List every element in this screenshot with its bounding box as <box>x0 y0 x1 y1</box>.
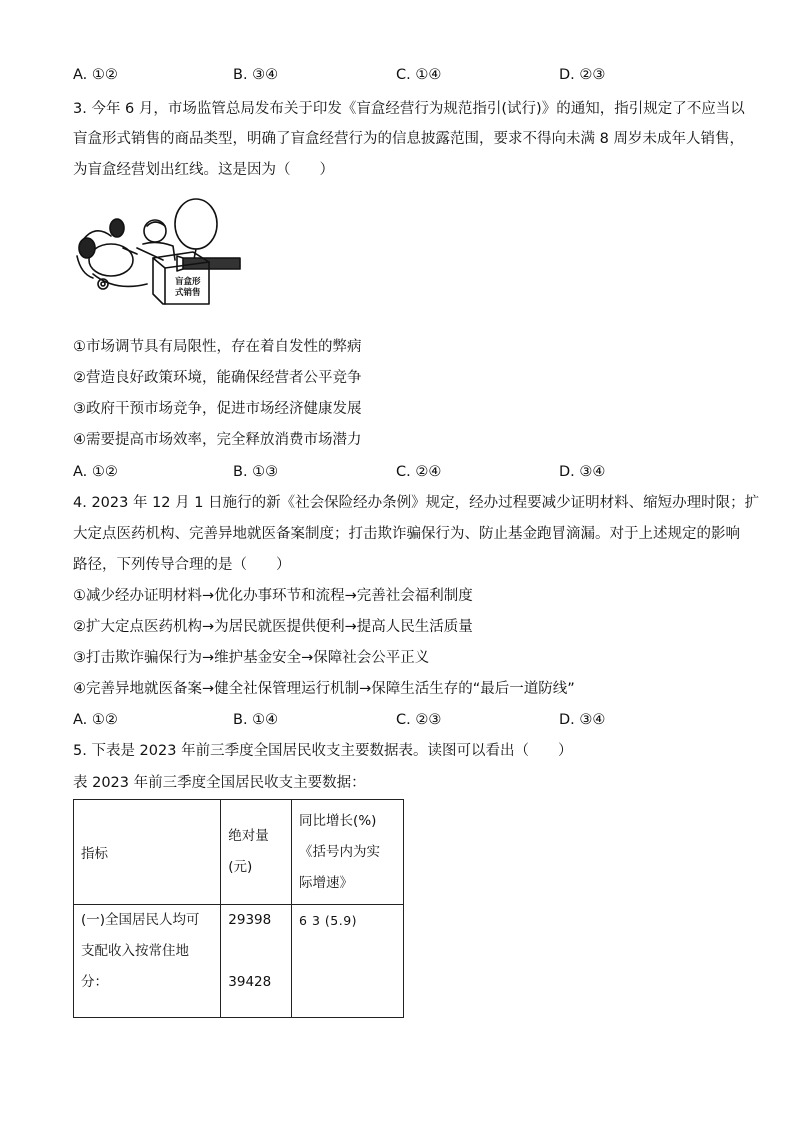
option-b: B. ①③ <box>233 464 279 480</box>
option-a: A. ①② <box>73 712 118 728</box>
q2-options <box>73 65 733 85</box>
header-growth: 同比增长(%) 《括号内为实 际增速》 <box>292 800 404 905</box>
q3-stem-line-1: 3. 今年 6 月，市场监管总局发布关于印发《盲盒经营行为规范指引(试行)》的通知，指引规定了不应当以 <box>73 101 745 117</box>
table-header-row <box>74 800 404 905</box>
q4-statement-4: ④完善异地就医备案→健全社保管理运行机制→保障生活生存的“最后一道防线” <box>73 681 575 697</box>
q5-stem: 5. 下表是 2023 年前三季度全国居民收支主要数据表。读图可以看出（ ） <box>73 743 573 759</box>
q3-options <box>73 462 733 482</box>
q4-options <box>73 710 733 730</box>
box-label-1: 盲盒形 <box>175 277 201 287</box>
blind-box-cartoon-illustration <box>73 196 243 308</box>
box-label-2: 式销售 <box>175 288 201 298</box>
q3-stem-line-2: 盲盒形式销售的商品类型，明确了盲盒经营行为的信息披露范围，要求不得向未满 8 周岁未成年人销售， <box>73 131 744 147</box>
header-indicator: 指标 <box>74 800 221 905</box>
row-indicator: (一)全国居民人均可 支配收入按常住地 分： <box>74 905 221 1018</box>
option-a: A. ①② <box>73 464 118 480</box>
q5-table-title: 表 2023 年前三季度全国居民收支主要数据： <box>73 775 366 791</box>
header-absolute: 绝对量 (元) <box>221 800 292 905</box>
q3-stem-line-3: 为盲盒经营划出红线。这是因为（ ） <box>73 162 334 178</box>
q4-statement-3: ③打击欺诈骗保行为→维护基金安全→保障社会公平正义 <box>73 650 430 666</box>
option-b: B. ①④ <box>233 712 279 728</box>
option-b: B. ③④ <box>233 67 279 83</box>
option-c: C. ①④ <box>396 67 442 83</box>
q4-stem-line-1: 4. 2023 年 12 月 1 日施行的新《社会保险经办条例》规定，经办过程要减少证明材料、缩短办理时限；扩 <box>73 495 760 511</box>
q4-statement-1: ①减少经办证明材料→优化办事环节和流程→完善社会福利制度 <box>73 588 473 604</box>
table-row <box>74 905 404 1018</box>
row-values: 29398 39428 <box>221 905 292 1018</box>
q4-stem-line-2: 大定点医药机构、完善异地就医备案制度；打击欺诈骗保行为、防止基金跑冒滴漏。对于上述规定的影响 <box>73 526 740 542</box>
option-a: A. ①② <box>73 67 118 83</box>
option-c: C. ②④ <box>396 464 442 480</box>
q3-statement-4: ④需要提高市场效率，完全释放消费市场潜力 <box>73 432 362 448</box>
q4-statement-2: ②扩大定点医药机构→为居民就医提供便利→提高人民生活质量 <box>73 619 473 635</box>
q3-statement-1: ①市场调节具有局限性，存在着自发性的弊病 <box>73 339 362 355</box>
option-d: D. ③④ <box>559 464 606 480</box>
option-d: D. ②③ <box>559 67 606 83</box>
option-c: C. ②③ <box>396 712 442 728</box>
income-expenditure-table <box>73 799 404 1018</box>
row-growth: 6 3 (5.9) <box>292 905 404 1018</box>
q3-statement-2: ②营造良好政策环境，能确保经营者公平竞争 <box>73 370 362 386</box>
q3-statement-3: ③政府干预市场竞争，促进市场经济健康发展 <box>73 401 362 417</box>
q4-stem-line-3: 路径，下列传导合理的是（ ） <box>73 557 291 573</box>
option-d: D. ③④ <box>559 712 606 728</box>
